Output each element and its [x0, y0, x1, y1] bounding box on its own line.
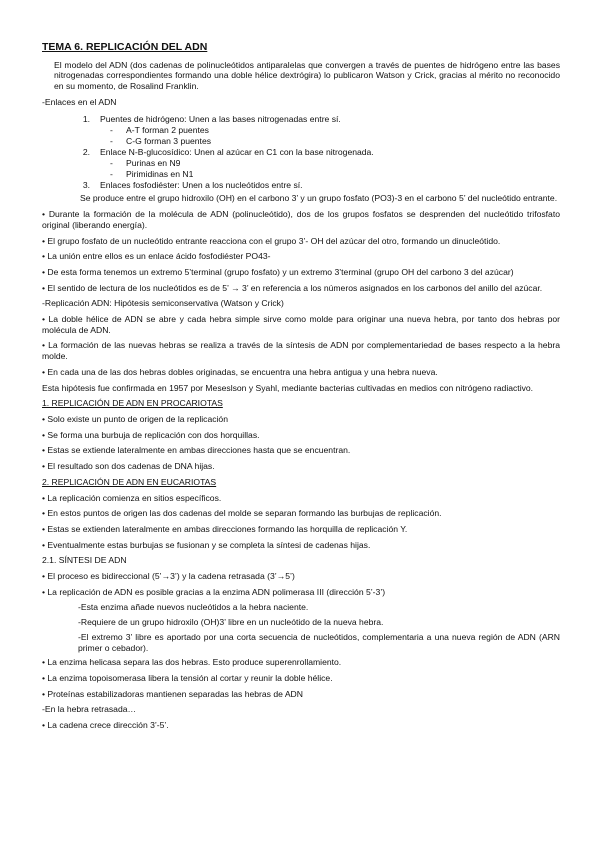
enlace-text: Puentes de hidrógeno: Unen a las bases nitrogenadas entre sí.	[100, 113, 341, 124]
enlace-number: 1.	[82, 113, 90, 124]
sintesis-item: • El proceso es bidireccional (5’→3’) y la cadena retrasada (3’→5’)	[42, 571, 295, 582]
enlace-3-detail: Se produce entre el grupo hidroxilo (OH) en el carbono 3’ y un grupo fosfato (PO3)-3 en el carbono 5’ del nucleótido entrante.	[80, 193, 558, 204]
hipotesis-heading: -Replicación ADN: Hipótesis semiconservativa (Watson y Crick)	[42, 298, 284, 309]
eucariotas-item: • La replicación comienza en sitios específicos.	[42, 492, 222, 503]
document-page	[42, 42, 560, 736]
sintesis-item: • Proteínas estabilizadoras mantienen separadas las hebras de ADN	[42, 688, 303, 699]
enlace-number: 2.	[82, 146, 90, 157]
sintesis-item: • La enzima topoisomerasa libera la tensión al cortar y reunir la doble hélice.	[42, 672, 333, 683]
enlaces-heading: -Enlaces en el ADN	[42, 96, 117, 107]
enlace-item-1	[42, 114, 560, 125]
sintesis-item: • La replicación de ADN es posible gracias a la enzima ADN polimerasa III (dirección 5’-3’)	[42, 586, 386, 597]
procariotas-item: • Se forma una burbuja de replicación con dos horquillas.	[42, 429, 260, 440]
procariotas-item: • Solo existe un punto de origen de la replicación	[42, 413, 228, 424]
sintesis-item: • La enzima helicasa separa las dos hebras. Esto produce superenrollamiento.	[42, 657, 342, 668]
bullet-b-2: • La formación de las nuevas hebras se realiza a través de la síntesis de ADN por complementariedad de bases respecto a la hebra molde.	[42, 340, 560, 362]
confirmada-paragraph: Esta hipótesis fue confirmada en 1957 por Meseslson y Syahl, mediante bacterias cultivadas en medios con nitrógeno radiactivo.	[42, 382, 534, 393]
bullet-a-3: • La unión entre ellos es un enlace ácido fosfodiéster PO43-	[42, 251, 271, 262]
bullet-a-4: • De esta forma tenemos un extremo 5’terminal (grupo fosfato) y un extremo 3’terminal (grupo OH del carbono 3 del azúcar)	[42, 266, 514, 277]
bullet-b-1: • La doble hélice de ADN se abre y cada hebra simple sirve como molde para originar una nueva hebra, por tanto dos hebras por molécula de ADN.	[42, 314, 560, 335]
procariotas-item: • El resultado son dos cadenas de DNA hijas.	[42, 461, 215, 472]
procariotas-heading: 1. REPLICACIÓN DE ADN EN PROCARIOTAS	[42, 398, 223, 409]
enlace-text: Enlace N-B-glucosídico: Unen al azúcar en C1 con la base nitrogenada.	[100, 146, 374, 157]
enlace-sub-item: - Pirimidinas en N1	[110, 169, 194, 180]
enlace-text: Enlaces fosfodiéster: Unen a los nucleótidos entre sí.	[100, 179, 303, 190]
polimerasa-detail: -El extremo 3’ libre es aportado por una corta secuencia de nucleótidos, complementaria a una nueva región de ADN (ARN primer o cebador).	[78, 631, 560, 653]
sintesis-heading: 2.1. SÍNTESI DE ADN	[42, 555, 127, 566]
enlace-sub-item: - C-G forman 3 puentes	[110, 135, 212, 146]
retrasada-heading: -En la hebra retrasada…	[42, 704, 137, 715]
eucariotas-heading: 2. REPLICACIÓN DE ADN EN EUCARIOTAS	[42, 476, 217, 487]
polimerasa-detail: -Esta enzima añade nuevos nucleótidos a la hebra naciente.	[78, 602, 309, 613]
enlace-sub-item: - Purinas en N9	[110, 158, 181, 169]
eucariotas-item: • Estas se extienden lateralmente en ambas direcciones formando las horquilla de replicación Y.	[42, 523, 408, 534]
retrasada-item: • La cadena crece dirección 3’-5’.	[42, 720, 169, 731]
enlace-item-2	[42, 147, 560, 158]
bullet-b-3: • En cada una de las dos hebras dobles originadas, se encuentra una hebra antigua y una hebra nueva.	[42, 366, 438, 377]
bullet-a-2: • El grupo fosfato de un nucleótido entrante reacciona con el grupo 3’- OH del azúcar del otro, formando un dinucleótido.	[42, 235, 501, 246]
intro-paragraph: El modelo del ADN (dos cadenas de polinucleótidos antiparalelas que convergen a través de puentes de hidrógeno entre las bases nitrogenadas correspondientes formando una doble hélice dextrógira) lo publicaron Watson y Crick, gracias al mérito no reconocido en su momento, de Rosalind Franklin.	[54, 59, 560, 92]
bullet-a-1: • Durante la formación de la molécula de ADN (polinucleótido), dos de los grupos fosfatos se desprenden del nucleótido trifosfato original (liberando energía).	[42, 209, 560, 230]
page-title: TEMA 6. REPLICACIÓN DEL ADN	[42, 41, 208, 53]
enlace-sub-item: - A-T forman 2 puentes	[110, 125, 209, 136]
eucariotas-item: • En estos puntos de origen las dos cadenas del molde se separan formando las burbujas de replicación.	[42, 508, 442, 519]
bullet-a-5: • El sentido de lectura de los nucleótidos es de 5’ → 3’ en referencia a los números asignados en los carbonos del anillo del azúcar.	[42, 282, 543, 293]
enlace-number: 3.	[82, 179, 90, 190]
enlace-item-3	[42, 180, 560, 191]
polimerasa-detail: -Requiere de un grupo hidroxilo (OH)3’ libre en un nucleótido de la nueva hebra.	[78, 617, 384, 628]
eucariotas-item: • Eventualmente estas burbujas se fusionan y se completa la síntesi de cadenas hijas.	[42, 539, 371, 550]
procariotas-item: • Estas se extiende lateralmente en ambas direcciones hasta que se encuentran.	[42, 445, 351, 456]
